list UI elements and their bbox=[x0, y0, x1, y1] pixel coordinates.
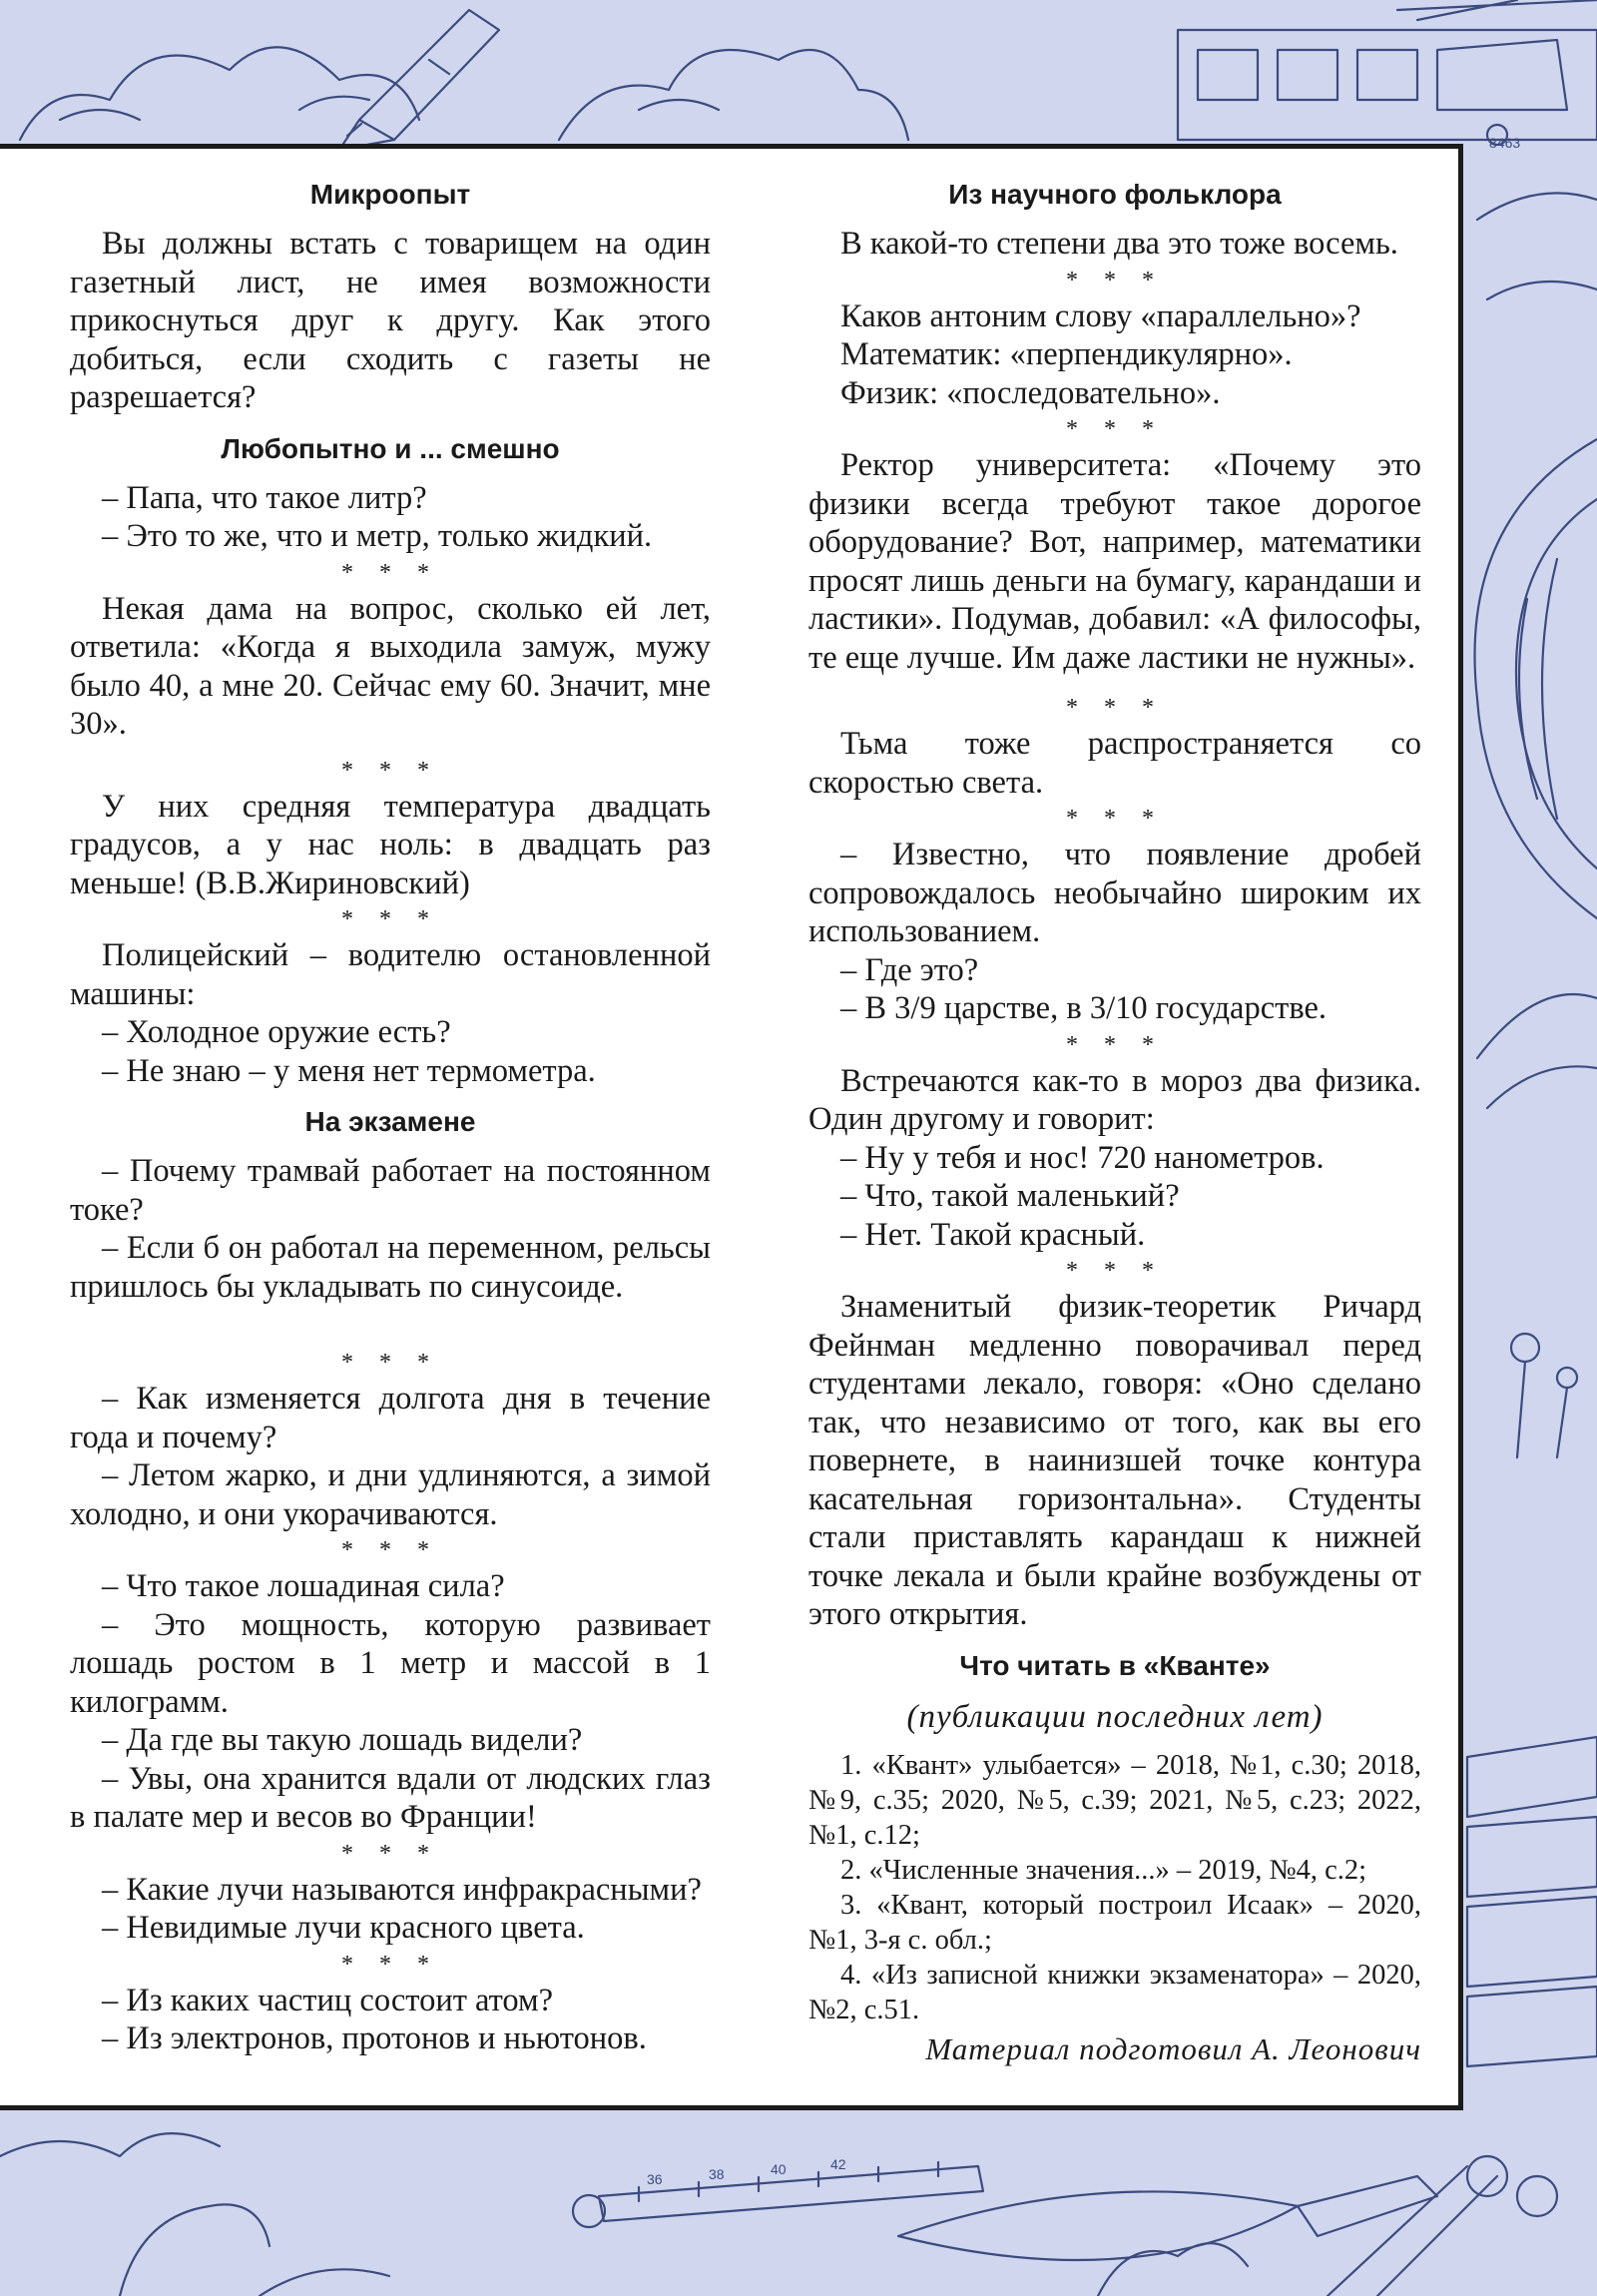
exam-line: – Невидимые лучи красного цвета. bbox=[102, 1910, 585, 1946]
exam-line: – Какие лучи называются инфракрасными? bbox=[102, 1871, 702, 1908]
reference-list bbox=[808, 1748, 1421, 2027]
separator-stars: * * * bbox=[341, 1537, 439, 1563]
reference-item: 2. «Численные значения...» – 2019, №4, с.2; bbox=[840, 1854, 1367, 1886]
joke-line: Полицейский – водителю остановленной машины: bbox=[70, 937, 711, 1012]
right-column bbox=[808, 177, 1421, 2069]
exam-line: – Да где вы такую лошадь видели? bbox=[102, 1722, 583, 1758]
cloud-sketch bbox=[559, 50, 908, 140]
joke-paragraph: Некая дама на вопрос, сколько ей лет, ответила: «Когда я выходила замуж, мужу было 40, а мне 20. Сейчас ему 60. Значит, мне 30». bbox=[70, 590, 711, 742]
publications-subtitle: (публикации последних лет) bbox=[906, 1698, 1324, 1735]
thermometer-label: 38 bbox=[709, 2166, 725, 2182]
folklore-line: Встречаются как-то в мороз два физика. Один другому и говорит: bbox=[808, 1062, 1421, 1137]
exam-line: – Увы, она хранится вдали от людских глаз в палате мер и весов во Франции! bbox=[70, 1760, 711, 1835]
folklore-paragraph: Ректор университета: «Почему это физики всегда требуют такое дорогое оборудование? Вот, например, математики просят лишь деньги на бумагу, карандаши и ластики». Подумав, добавил: «А философы, те еще лучше. Им даже ластики не нужны». bbox=[808, 447, 1421, 676]
exam-line: – Как изменяется долгота дня в течение года и почему? bbox=[70, 1381, 711, 1455]
heading-microexperiment: Микроопыт bbox=[309, 179, 471, 210]
joke-line: – Это то же, что и метр, только жидкий. bbox=[102, 518, 653, 554]
reference-item: 4. «Из записной книжки экзаменатора» – 2020, №2, с.51. bbox=[808, 1959, 1421, 2025]
folklore-line: – Что, такой маленький? bbox=[840, 1178, 1180, 1214]
separator-stars: * * * bbox=[1066, 695, 1164, 721]
heading-scientific-folklore: Из научного фольклора bbox=[948, 179, 1282, 210]
folklore-line: – В 3/9 царстве, в 3/10 государстве. bbox=[840, 990, 1328, 1026]
folklore-paragraph: Тьма тоже распространяется со скоростью света. bbox=[808, 726, 1421, 801]
scissors-sketch bbox=[1328, 2156, 1557, 2296]
books-sketch bbox=[1467, 1737, 1597, 2066]
joke-line: – Папа, что такое литр? bbox=[102, 479, 427, 516]
joke-line: – Не знаю – у меня нет термометра. bbox=[102, 1052, 596, 1089]
folklore-line: В какой-то степени два это тоже восемь. bbox=[840, 226, 1398, 262]
thermometer-label: 42 bbox=[830, 2156, 846, 2172]
tram-icon bbox=[1178, 0, 1597, 151]
microexperiment-text: Вы должны встать с товарищем на один газетный лист, не имея возможности прикоснуться друг к другу. Как этого добиться, если сходить с газеты не разрешается? bbox=[70, 226, 711, 415]
folklore-line: – Ну у тебя и нос! 720 нанометров. bbox=[840, 1139, 1325, 1176]
folklore-line: Физик: «последовательно». bbox=[840, 374, 1221, 411]
exam-line: – Если б он работал на переменном, рельсы пришлось бы укладывать по синусоиде. bbox=[70, 1230, 711, 1305]
separator-stars: * * * bbox=[341, 559, 439, 586]
reference-item: 3. «Квант, который построил Исаак» – 2020, №1, 3-я с. обл.; bbox=[808, 1889, 1421, 1956]
separator-stars: * * * bbox=[341, 1350, 439, 1376]
knife-sketch bbox=[898, 2176, 1437, 2260]
separator-stars: * * * bbox=[1066, 416, 1164, 442]
thermometer-label: 36 bbox=[647, 2171, 663, 2187]
folklore-paragraph: Знаменитый физик-теоретик Ричард Фейнман медленно поворачивал перед студентами лекало, говоря: «Оно сделано так, что независимо от того, как вы его повернете, в наинизшей точке контура касательная горизонтальна». Студенты стали приставлять карандаш к нижней точке лекала и были крайне возбуждены от этого открытия. bbox=[808, 1289, 1421, 1632]
folklore-line: – Нет. Такой красный. bbox=[840, 1216, 1146, 1253]
article-frame bbox=[0, 144, 1463, 2110]
separator-stars: * * * bbox=[341, 757, 439, 784]
separator-stars: * * * bbox=[1066, 267, 1164, 293]
tram-number: 8463 bbox=[1489, 135, 1521, 151]
separator-stars: * * * bbox=[1066, 1031, 1164, 1058]
exam-line: – Что такое лошадиная сила? bbox=[102, 1568, 505, 1604]
folklore-line: – Где это? bbox=[840, 951, 979, 988]
joke-line: – Холодное оружие есть? bbox=[102, 1014, 451, 1050]
heading-what-to-read: Что читать в «Кванте» bbox=[959, 1649, 1271, 1681]
thermometer-label: 40 bbox=[771, 2161, 787, 2177]
separator-stars: * * * bbox=[1066, 1258, 1164, 1284]
folklore-line: – Известно, что появление дробей сопровождалось необычайно широким их использованием. bbox=[808, 837, 1421, 949]
fountain-pen-icon bbox=[339, 10, 499, 150]
separator-stars: * * * bbox=[1066, 806, 1164, 832]
separator-stars: * * * bbox=[341, 1951, 439, 1978]
joke-paragraph: У них средняя температура двадцать градусов, а у нас ноль: в двадцать раз меньше! (В.В.Жириновский) bbox=[70, 788, 711, 901]
folklore-line: Математик: «перпендикулярно». bbox=[840, 336, 1293, 372]
author-signature: Материал подготовил А. Леонович bbox=[925, 2030, 1421, 2066]
exam-line: – Из каких частиц состоит атом? bbox=[102, 1982, 554, 2018]
exam-line: – Это мощность, которую развивает лошадь ростом в 1 метр и массой в 1 килограмм. bbox=[70, 1606, 711, 1720]
exam-line: – Почему трамвай работает на постоянном токе? bbox=[70, 1153, 711, 1228]
flower-sketch bbox=[1511, 1334, 1577, 1457]
heading-curious-and-funny: Любопытно и ... смешно bbox=[221, 432, 560, 464]
folklore-line: Каков антоним слову «параллельно»? bbox=[840, 297, 1361, 334]
left-column bbox=[70, 177, 711, 2058]
balloon-sketch bbox=[1475, 439, 1597, 918]
separator-stars: * * * bbox=[341, 1840, 439, 1867]
exam-line: – Из электронов, протонов и ньютонов. bbox=[102, 2020, 647, 2056]
exam-line: – Летом жарко, и дни удлиняются, а зимой холодно, и они укорачиваются. bbox=[70, 1457, 711, 1532]
heading-at-exam: На экзамене bbox=[304, 1106, 476, 1137]
reference-item: 1. «Квант» улыбается» – 2018, №1, с.30; 2018, №9, с.35; 2020, №5, с.39; 2021, №5, с.23; 2022, №1, с.12; bbox=[808, 1749, 1421, 1851]
separator-stars: * * * bbox=[341, 906, 439, 932]
